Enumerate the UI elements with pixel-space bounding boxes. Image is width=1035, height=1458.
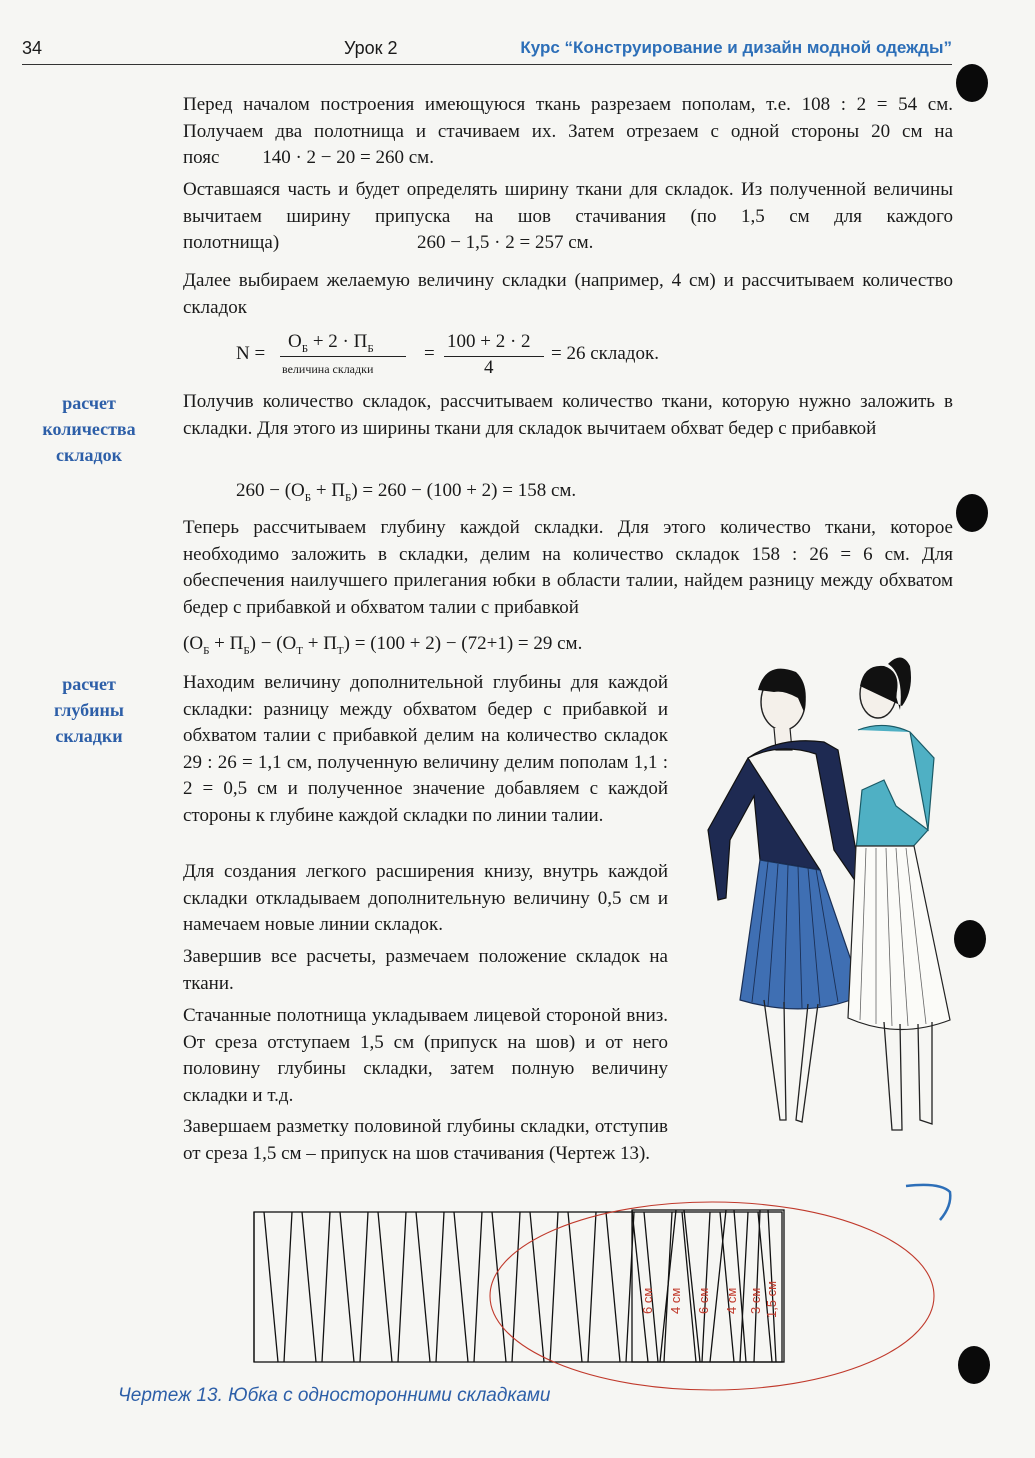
binder-hole: [956, 64, 988, 102]
fashion-illustration: [688, 650, 958, 1150]
formula-fabric-for-pleats: $260 - (О_Б + П_Б) = 260 - (100 + 2) = 158$ см.: [236, 480, 577, 504]
dim-label-3: 6 см: [696, 1287, 711, 1314]
dim-label-5: 3 см: [748, 1287, 763, 1314]
paragraph-2: Оставшаяся часть и будет определять ширину ткани для складок. Из полученной величины вычитаем ширину припуска на шов стачивания (по 1,5 см для каждого полотнища) 260 − 1,5 · 2 = 257 см.: [183, 179, 953, 253]
dim-label-2: 4 см: [668, 1287, 683, 1314]
formula-n-equals: =: [424, 343, 435, 364]
paragraph-7: Для создания легкого расширения книзу, внутрь каждой складки откладываем дополнительную величину 0,5 см и намечаем новые линии складок.: [183, 861, 668, 935]
lesson-title: Урок 2: [344, 38, 398, 58]
formula-n-numerator-1: $О_Б + 2 \cdot П_Б$: [288, 331, 374, 355]
course-title: Курс “Конструирование и дизайн модной одежды”: [520, 38, 952, 57]
side-label-line: количества: [42, 419, 136, 439]
paragraph-10: Завершаем разметку половиной глубины складки, отступив от среза 1,5 см – припуск на шов стачивания (Чертеж 13).: [183, 1116, 668, 1164]
figure-right: [848, 657, 950, 1130]
side-label-calc-count: [30, 390, 148, 468]
page-number: 34: [22, 38, 43, 58]
paragraph-3: Далее выбираем желаемую величину складки (например, 4 см) и рассчитываем количество складок: [183, 270, 953, 318]
pleat-panel-magnified: [632, 1210, 784, 1362]
side-label-line: складок: [56, 445, 122, 465]
paragraph-4: Получив количество складок, рассчитываем количество ткани, которую нужно заложить в складки. Для этого из ширины ткани для складок вычитаем обхват бедер с прибавкой: [183, 391, 953, 439]
fraction-line-1: [280, 356, 406, 357]
dim-label-4: 4 см: [724, 1287, 739, 1314]
paragraph-9: Стачанные полотнища укладываем лицевой стороной вниз. От среза отступаем 1,5 см (припуск на шов) и от него половину глубины складки, затем полную величину складки и т.д.: [183, 1005, 668, 1106]
figure-caption: Чертеж 13. Юбка с односторонними складками: [118, 1385, 551, 1406]
fraction-line-2: [444, 356, 544, 357]
paragraph-1: Перед началом построения имеющуюся ткань разрезаем пополам, т.е. 108 : 2 = 54 см. Получаем два полотнища и стачиваем их. Затем отрезаем с одной стороны 20 см на пояс 140 · 2 − 20 = 260 см.: [183, 94, 953, 168]
formula-waist-hip-difference: $(О_Б + П_Б) - (О_Т + П_Т) = (100 + 2) - (72+1) = 29$ см.: [183, 633, 583, 657]
side-label-line: расчет: [62, 674, 116, 694]
page-header: [22, 34, 952, 65]
figure-left: [708, 669, 863, 1122]
side-label-line: расчет: [62, 393, 116, 413]
formula-n-numerator-2: 100 + 2 · 2: [447, 331, 531, 352]
pleat-panel: [254, 1212, 782, 1362]
binder-hole: [958, 1346, 990, 1384]
formula-n-denominator-2: 4: [484, 357, 494, 378]
formula-waistband: 140 · 2 − 20 = 260 см.: [262, 147, 434, 168]
formula-n-result: = 26 складок.: [551, 343, 659, 364]
binder-hole: [956, 494, 988, 532]
paragraph-6: Находим величину дополнительной глубины для каждой складки: разницу между обхватом бедер с прибавкой и обхватом талии с прибавкой делим на количество складок 29 : 26 = 1,1 см, полученную величину делим пополам 1,1 : 2 = 0,5 см и полученное значение добавляем с каждой стороны к глубине каждой складки по линии талии.: [183, 672, 668, 826]
formula-allowance: 260 − 1,5 · 2 = 257 см.: [416, 232, 594, 253]
side-label-line: складки: [55, 726, 123, 746]
dim-label-1: 6 см: [640, 1287, 655, 1314]
side-label-line: глубины: [54, 700, 124, 720]
dim-label-6: 1,5 см: [764, 1280, 779, 1318]
paragraph-8: Завершив все расчеты, размечаем положение складок на ткани.: [183, 946, 668, 994]
formula-n-lhs: N =: [236, 343, 266, 364]
paragraph-5: Теперь рассчитываем глубину каждой складки. Для этого количество ткани, которое необходимо заложить в складки, делим на количество складок 158 : 26 = 6 см. Для обеспечения наилучшего прилегания юбки в области талии, найдем разницу между обхватом бедер с прибавкой и обхватом талии с прибавкой: [183, 517, 953, 618]
binder-hole: [954, 920, 986, 958]
formula-n-denominator-1: величина складки: [282, 362, 374, 376]
side-label-calc-depth: [30, 671, 148, 749]
pleat-drawing: [244, 1184, 964, 1394]
